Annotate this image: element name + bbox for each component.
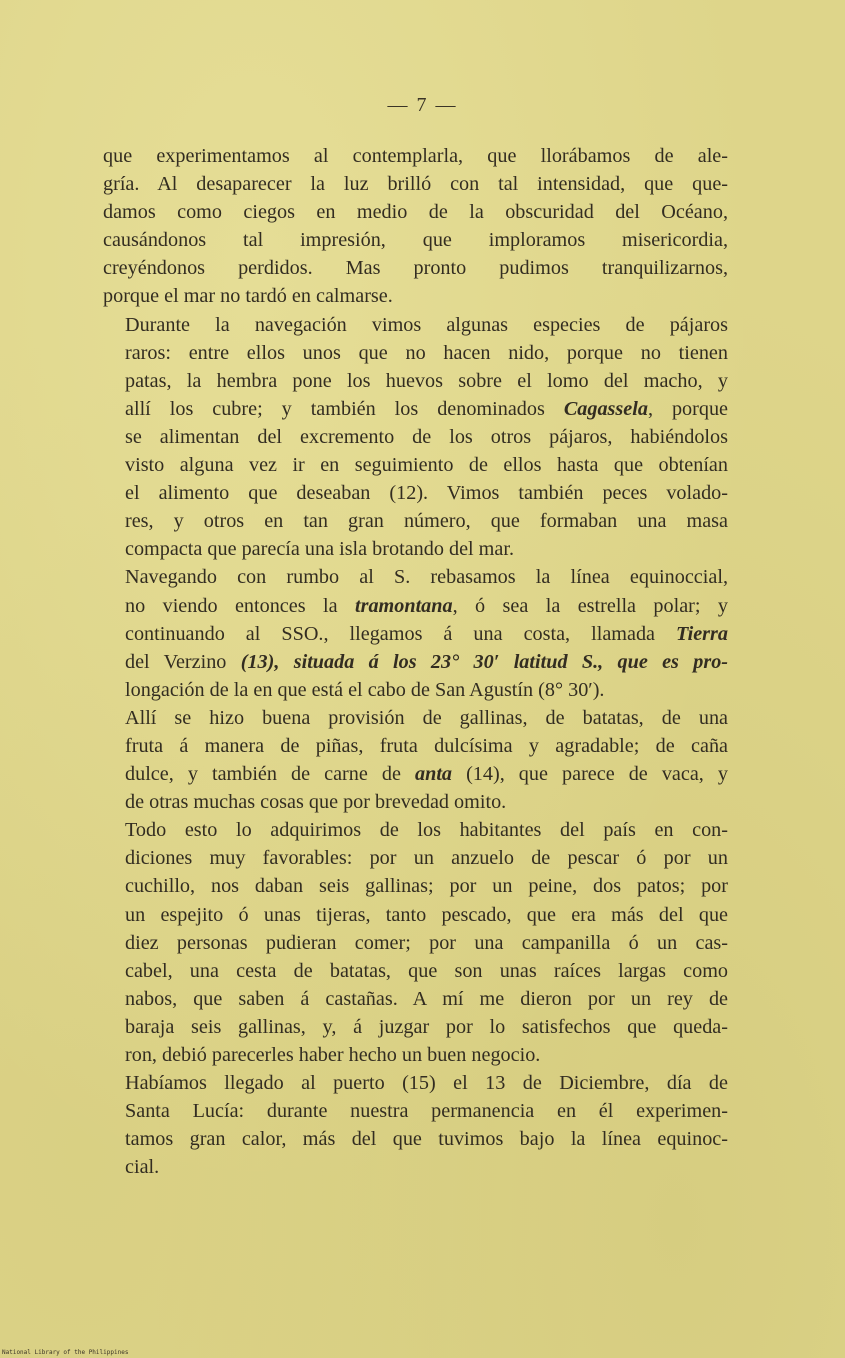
- text-line: se alimentan del excremento de los otros pájaros, habiéndolos: [125, 425, 728, 448]
- text-line: cial.: [125, 1156, 160, 1179]
- text-line: diciones muy favorables: por un anzuelo de pescar ó por un: [125, 847, 728, 870]
- text-line: patas, la hembra pone los huevos sobre el lomo del macho, y: [125, 369, 728, 392]
- text-line: de otras muchas cosas que por brevedad omito.: [125, 791, 507, 814]
- text-line: damos como ciegos en medio de la obscuridad del Océano,: [103, 201, 728, 224]
- text-line: dulce, y también de carne de anta (14), que parece de vaca, y: [125, 763, 728, 786]
- library-credit: National Library of the Philippines: [2, 1349, 129, 1356]
- text-line: fruta á manera de piñas, fruta dulcísima y agradable; de caña: [125, 734, 728, 757]
- text-line: tamos gran calor, más del que tuvimos bajo la línea equinoc-: [125, 1128, 728, 1151]
- text-line: Todo esto lo adquirimos de los habitantes del país en con-: [125, 819, 728, 842]
- text-line: diez personas pudieran comer; por una campanilla ó un cas-: [125, 931, 728, 954]
- text-line: no viendo entonces la tramontana, ó sea la estrella polar; y: [125, 594, 729, 617]
- italic-term: Tierra: [676, 622, 728, 645]
- text-line: cabel, una cesta de batatas, que son unas raíces largas como: [125, 959, 728, 982]
- paragraph: [103, 816, 728, 1069]
- italic-term: (13), situada á los 23° 30′ latitud S., que es pro-: [226, 650, 729, 673]
- page-number: — 7 —: [387, 94, 458, 116]
- text-line: baraja seis gallinas, y, á juzgar por lo satisfechos que queda-: [125, 1015, 728, 1038]
- text-line: ron, debió parecerles haber hecho un buen negocio.: [125, 1044, 541, 1066]
- text-line: nabos, que saben á castañas. A mí me dieron por un rey de: [125, 987, 728, 1010]
- text-line: porque el mar no tardó en calmarse.: [103, 285, 393, 308]
- text-line: raros: entre ellos unos que no hacen nido, porque no tienen: [125, 341, 728, 364]
- paragraph: [103, 1069, 728, 1181]
- text-line: longación de la en que está el cabo de San Agustín (8° 30′).: [125, 678, 605, 701]
- paragraph: [103, 704, 728, 816]
- text-line: el alimento que deseaban (12). Vimos también peces volado-: [125, 482, 728, 505]
- text-line: creyéndonos perdidos. Mas pronto pudimos tranquilizarnos,: [103, 257, 728, 280]
- text-line: un espejito ó unas tijeras, tanto pescado, que era más del que: [125, 903, 728, 926]
- text-line: Allí se hizo buena provisión de gallinas, de batatas, de una: [125, 706, 728, 729]
- text-line: compacta que parecía una isla brotando del mar.: [125, 538, 515, 561]
- text-line: visto alguna vez ir en seguimiento de ellos hasta que obtenían: [125, 454, 728, 477]
- italic-term: tramontana: [354, 594, 453, 617]
- text-line: gría. Al desaparecer la luz brilló con tal intensidad, que que-: [103, 173, 728, 196]
- italic-term: Cagassela: [563, 397, 648, 420]
- text-line: Navegando con rumbo al S. rebasamos la línea equinoccial,: [125, 566, 728, 589]
- text-line: Durante la navegación vimos algunas especies de pájaros: [125, 313, 728, 336]
- paragraph: [103, 311, 728, 564]
- body-text: [103, 142, 728, 1181]
- text-line: allí los cubre; y también los denominados Cagassela, porque: [125, 397, 728, 420]
- text-line: que experimentamos al contemplarla, que llorábamos de ale-: [103, 145, 728, 167]
- text-line: del Verzino (13), situada á los 23° 30′ latitud S., que es pro-: [125, 650, 729, 673]
- text-line: causándonos tal impresión, que imploramos misericordia,: [103, 229, 728, 252]
- text-line: continuando al SSO., llegamos á una costa, llamada Tierra: [125, 622, 728, 645]
- text-line: Habíamos llegado al puerto (15) el 13 de Diciembre, día de: [125, 1072, 728, 1095]
- paragraph: [103, 142, 728, 311]
- paragraph: [103, 563, 728, 703]
- italic-term: anta: [415, 763, 453, 786]
- text-line: Santa Lucía: durante nuestra permanencia en él experimen-: [125, 1100, 728, 1123]
- text-line: res, y otros en tan gran número, que formaban una masa: [125, 510, 728, 533]
- text-line: cuchillo, nos daban seis gallinas; por un peine, dos patos; por: [125, 875, 728, 898]
